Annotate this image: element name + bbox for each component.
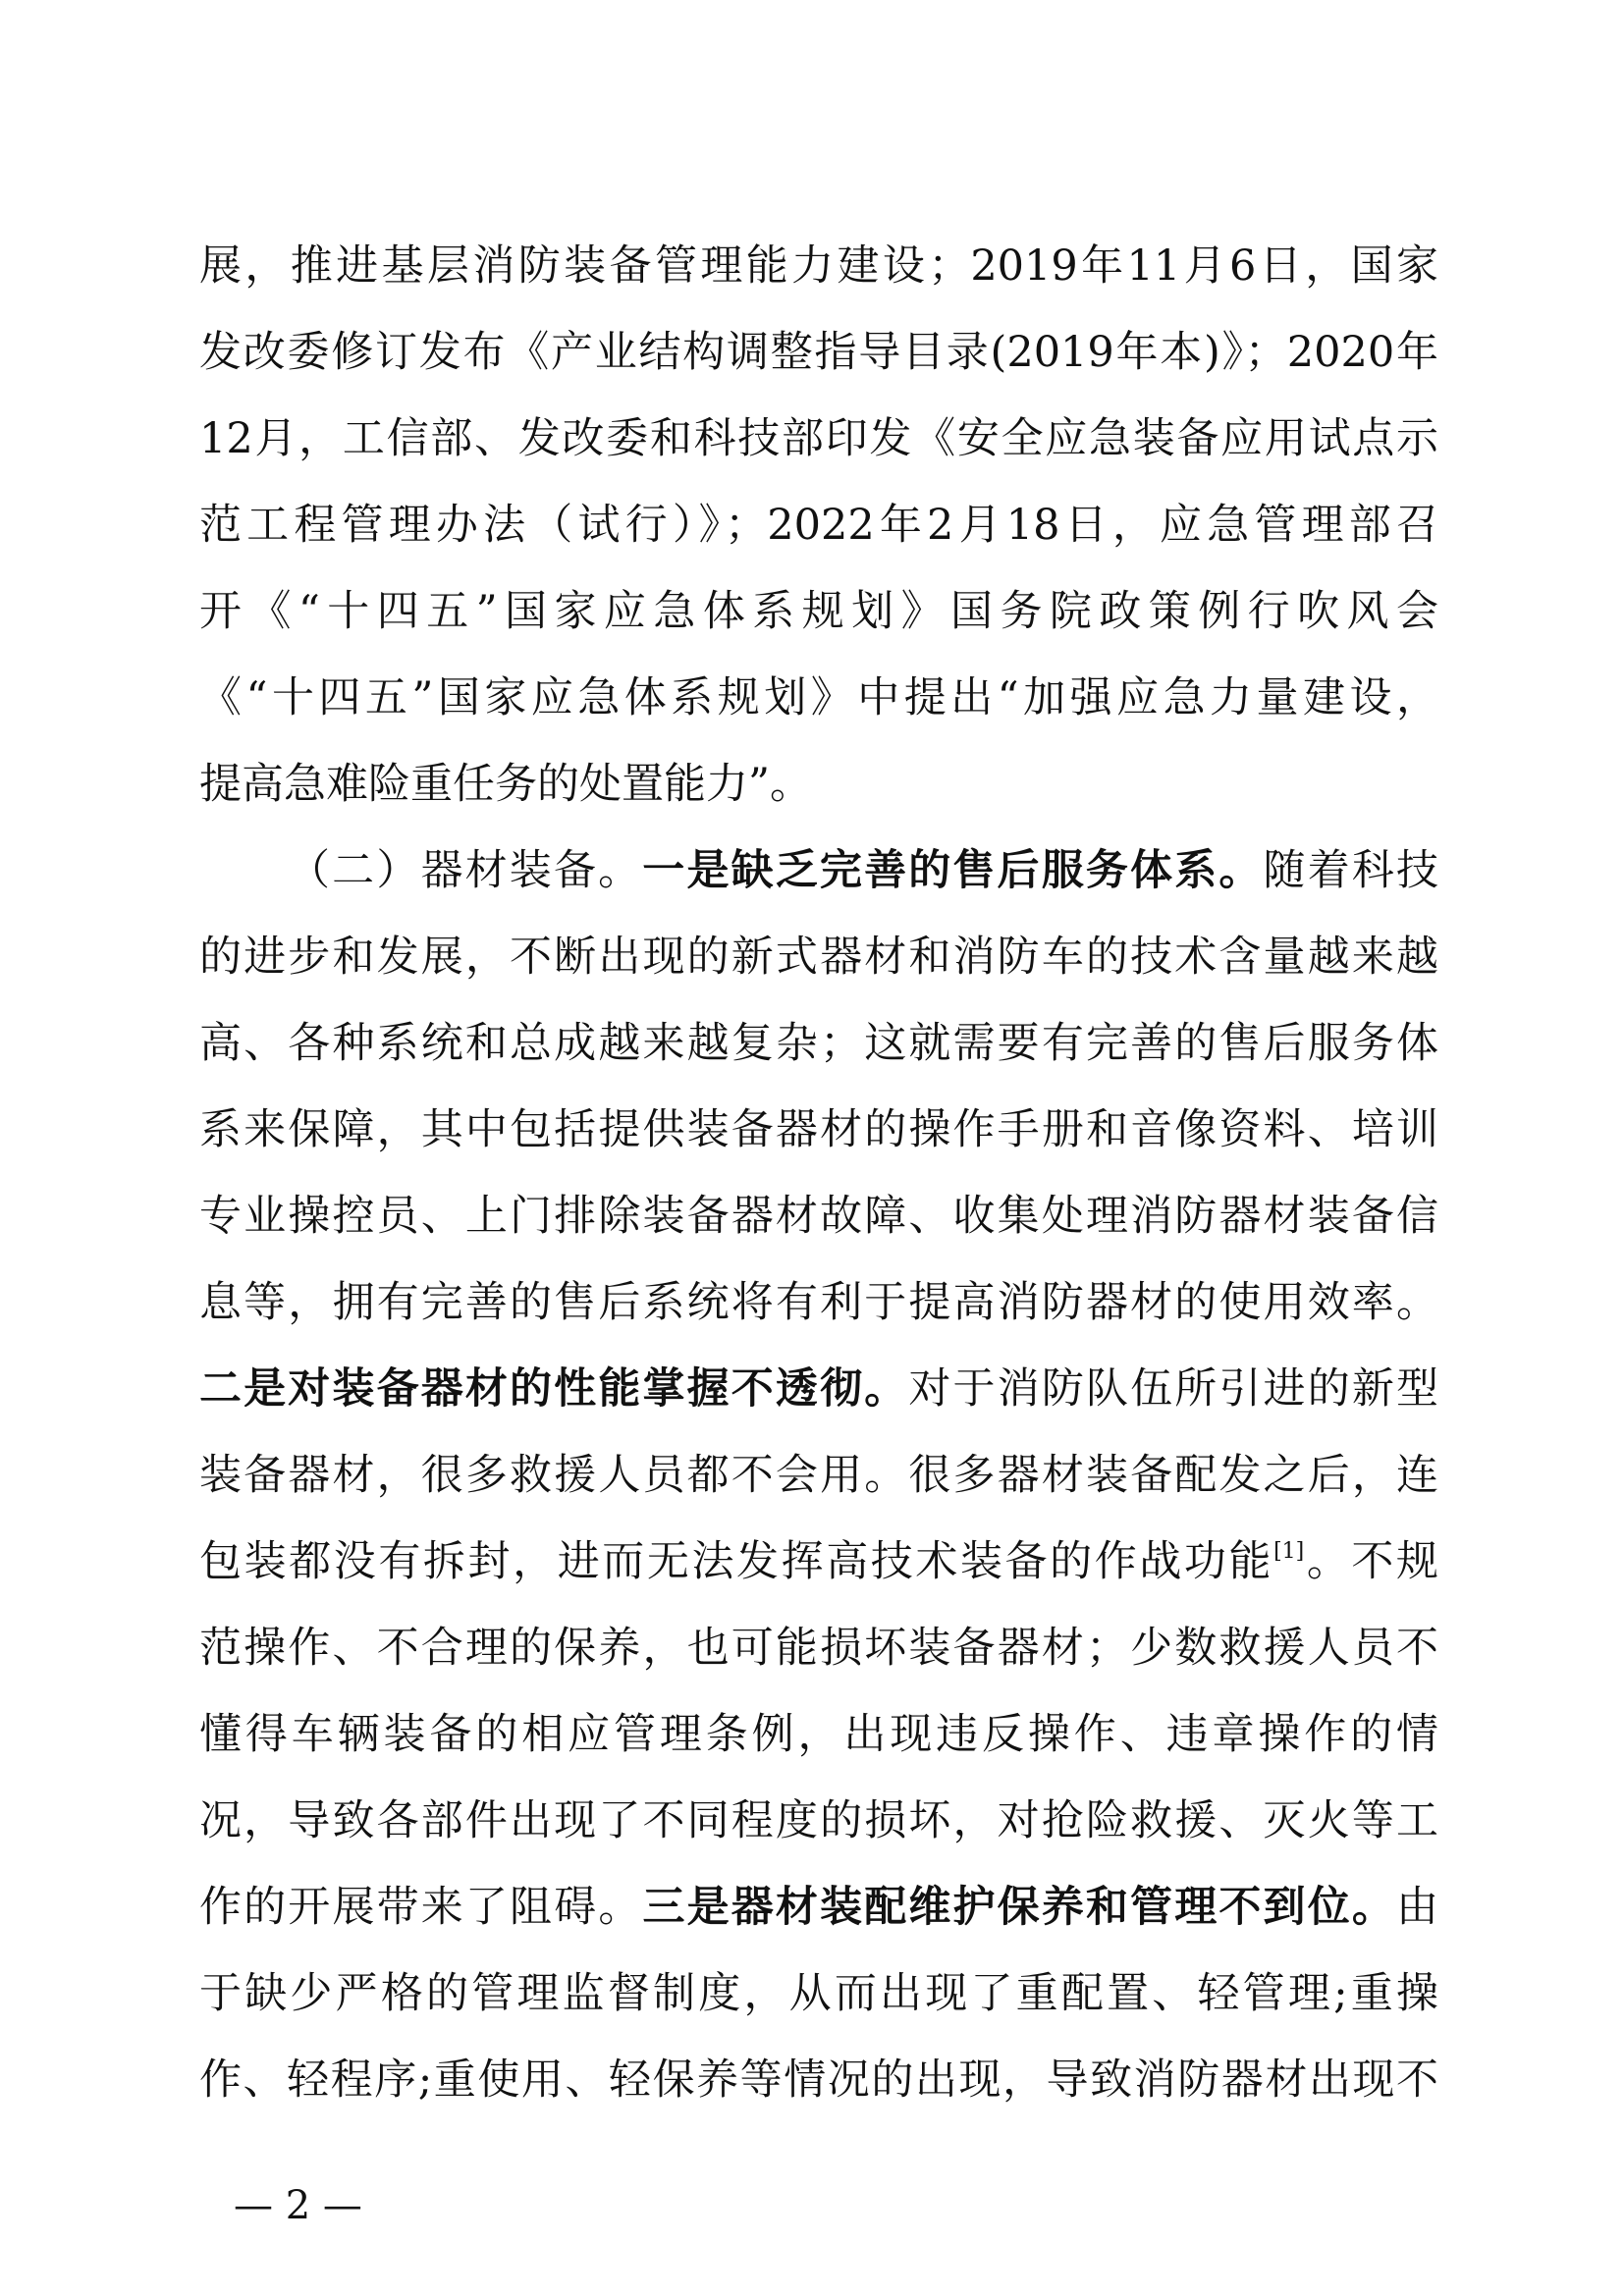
body-text: 作、轻程序;重使用、轻保养等情况的出现，导致消防器材出现不 <box>199 2056 1438 2105</box>
text-line <box>199 409 1438 468</box>
body-text: 随着科技 <box>1263 846 1439 895</box>
body-text: 息等，拥有完善的售后系统将有利于提高消防器材的使用效率。 <box>199 1278 1438 1327</box>
body-text: 范工程管理办法（试行）》；2022年2月18日，应急管理部召 <box>199 501 1438 550</box>
body-text: 高、各种系统和总成越来越复杂；这就需要有完善的售后服务体 <box>199 1019 1438 1068</box>
body-text: 提高急难险重任务的处置能力”。 <box>199 760 812 809</box>
body-text: （二）器材装备。 <box>288 846 643 895</box>
citation-ref: [1] <box>1273 1539 1305 1564</box>
text-line <box>199 1619 1438 1678</box>
body-text: 包装都没有拆封，进而无法发挥高技术装备的作战功能 <box>199 1537 1274 1586</box>
text-line <box>288 841 1438 900</box>
body-text: 对于消防队伍所引进的新型 <box>908 1364 1439 1414</box>
text-line <box>199 1360 1438 1418</box>
body-text: 发改委修订发布《产业结构调整指导目录(2019年本)》；2020年 <box>199 328 1438 377</box>
text-line <box>199 323 1438 382</box>
text-line <box>199 1014 1438 1073</box>
body-text: 12月，工信部、发改委和科技部印发《安全应急装备应用试点示 <box>199 414 1438 463</box>
text-line <box>199 928 1438 987</box>
body-text: 装备器材，很多救援人员都不会用。很多器材装备配发之后，连 <box>199 1451 1438 1500</box>
text-line <box>199 496 1438 555</box>
body-text: 范操作、不合理的保养，也可能损坏装备器材；少数救援人员不 <box>199 1624 1438 1673</box>
body-text: 展，推进基层消防装备管理能力建设；2019年11月6日，国家 <box>199 241 1438 291</box>
body-text: 由 <box>1396 1883 1439 1932</box>
text-line <box>199 1446 1438 1505</box>
bold-heading-text: 二是对装备器材的性能掌握不透彻。 <box>199 1364 909 1414</box>
text-line <box>199 582 1438 641</box>
body-text: 专业操控员、上门排除装备器材故障、收集处理消防器材装备信 <box>199 1192 1438 1241</box>
body-text: 系来保障，其中包括提供装备器材的操作手册和音像资料、培训 <box>199 1105 1438 1154</box>
text-line <box>199 1705 1438 1764</box>
text-line <box>199 1273 1438 1332</box>
text-line <box>199 2051 1438 2109</box>
page-number: — 2 — <box>234 2183 362 2228</box>
body-text: 《“十四五”国家应急体系规划》中提出“加强应急力量建设， <box>199 673 1438 722</box>
body-text: 于缺少严格的管理监督制度，从而出现了重配置、轻管理;重操 <box>199 1969 1438 2018</box>
text-line <box>199 1187 1438 1246</box>
bold-heading-text: 三是器材装配维护保养和管理不到位。 <box>642 1883 1397 1932</box>
text-line <box>199 1791 1438 1850</box>
body-text: 懂得车辆装备的相应管理条例，出现违反操作、违章操作的情 <box>199 1710 1438 1759</box>
body-text: 作的开展带来了阻碍。 <box>199 1883 643 1932</box>
body-text: 开《“十四五”国家应急体系规划》国务院政策例行吹风会 <box>199 587 1438 636</box>
text-line <box>199 1532 1438 1591</box>
text-line <box>199 668 1438 727</box>
text-line <box>199 1878 1438 1937</box>
body-text: 况，导致各部件出现了不同程度的损坏，对抢险救援、灭火等工 <box>199 1796 1438 1845</box>
text-line <box>199 1100 1438 1159</box>
bold-heading-text: 一是缺乏完善的售后服务体系。 <box>642 846 1264 895</box>
text-line <box>199 1964 1438 2023</box>
body-text: 。不规 <box>1304 1537 1439 1586</box>
body-text: 的进步和发展，不断出现的新式器材和消防车的技术含量越来越 <box>199 933 1438 982</box>
text-line <box>199 755 1438 814</box>
text-line <box>199 237 1438 295</box>
